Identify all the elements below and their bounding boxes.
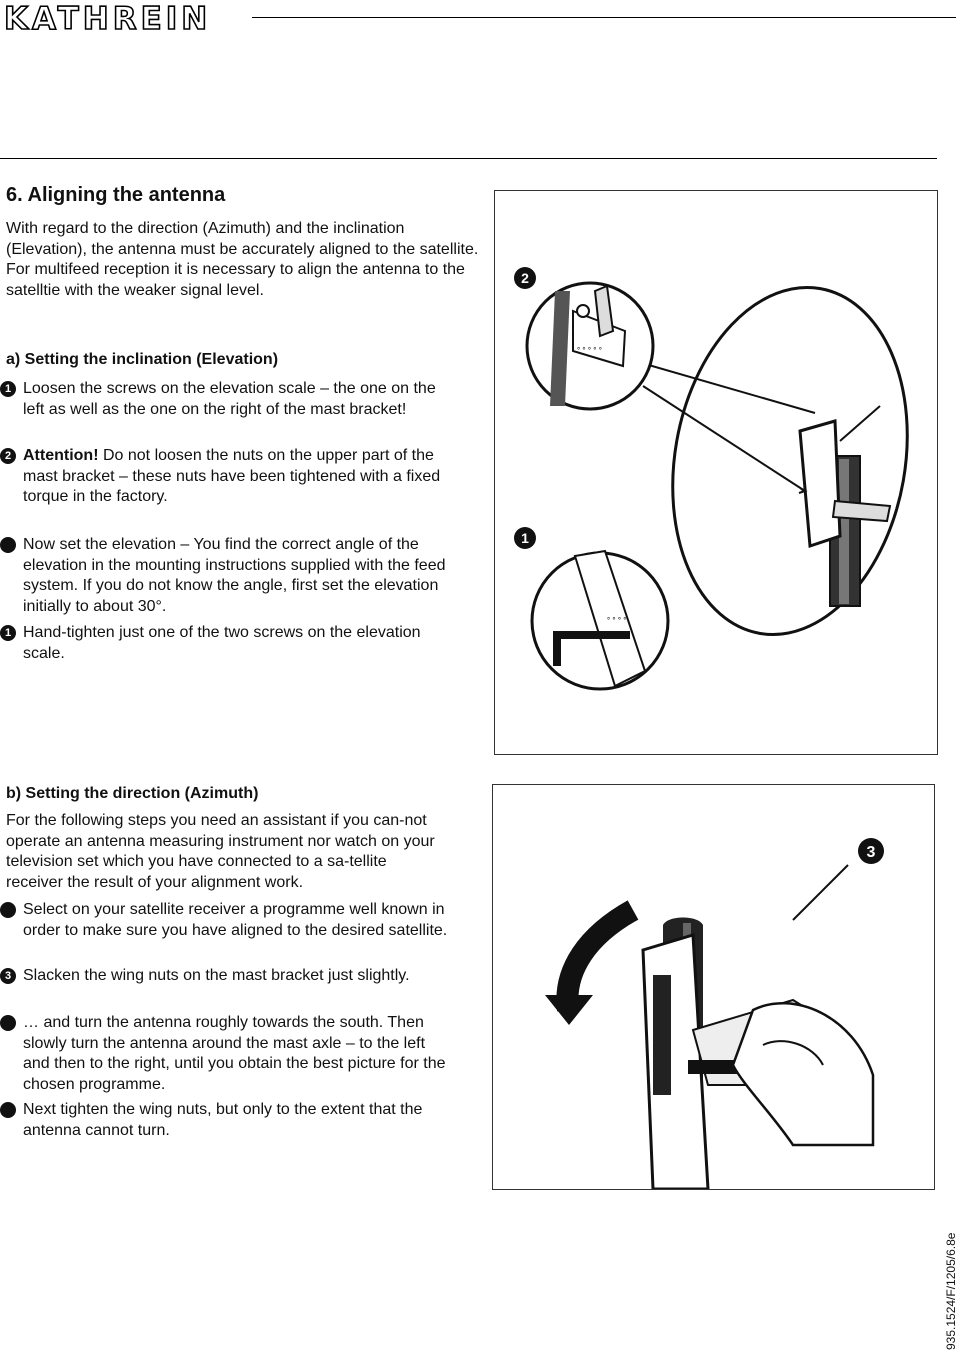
step-bullet [0,902,16,918]
azimuth-heading: b) Setting the direction (Azimuth) [6,785,259,802]
svg-text:° ° ° °: ° ° ° ° [607,616,627,625]
attention-label: Attention! [23,447,99,464]
azimuth-step-4 [0,1100,450,1141]
step-bullet [0,1015,16,1031]
elevation-illustration [495,191,937,754]
elevation-step-4 [0,623,450,664]
step-text: Now set the elevation – You find the correct angle of the elevation in the mounting instructions supplied with the feed system. If you do not know the angle, first set the elevation initially to about 30°. [23,536,446,615]
callout-2-label: 2 [521,270,529,286]
section-title: 6. Aligning the antenna [6,184,226,206]
step-marker: 3 [0,968,16,984]
step-text: … and turn the antenna roughly towards the south. Then slowly turn the antenna around the mast axle – to the left and then to the right, until you obtain the best picture for the chosen programme. [23,1014,446,1093]
svg-text:° ° ° ° °: ° ° ° ° ° [577,346,602,355]
step-text: Hand-tighten just one of the two screws on the elevation scale. [23,624,421,662]
section-intro: With regard to the direction (Azimuth) and the inclination (Elevation), the antenna must be accurately aligned to the satellite. For multifeed reception it is necessary to align the antenna to the satelltie with the weaker signal level. [6,220,479,299]
azimuth-figure [492,784,935,1190]
step-marker: 2 [0,448,16,464]
step-text: Slacken the wing nuts on the mast bracket just slightly. [23,967,410,984]
azimuth-step-1 [0,900,450,941]
azimuth-step-2 [0,966,450,987]
elevation-step-1 [0,379,450,420]
step-text: Next tighten the wing nuts, but only to the extent that the antenna cannot turn. [23,1101,423,1139]
step-text: Do not loosen the nuts on the upper part of the mast bracket – these nuts have been tightened with a fixed torque in the factory. [23,447,441,505]
section-rule [0,158,937,159]
step-marker: 1 [0,625,16,641]
elevation-heading: a) Setting the inclination (Elevation) [6,351,279,368]
elevation-step-3 [0,535,450,617]
step-bullet [0,1102,16,1118]
elevation-figure [494,190,938,755]
azimuth-step-3 [0,1013,450,1095]
step-marker: 1 [0,381,16,397]
document-code: 935.1524/F/1205/6.8e [944,1232,958,1350]
azimuth-intro: For the following steps you need an assistant if you can-not operate an antenna measuring instrument nor watch on your television set which you have connected to a sa-tellite receiver the result of your alignment work. [6,812,435,891]
step-text: Loosen the screws on the elevation scale – the one on the left as well as the one on the right of the mast bracket! [23,380,436,418]
callout-1-label: 1 [521,530,529,546]
step-text: Select on your satellite receiver a programme well known in order to make sure you have aligned to the desired satellite. [23,901,448,939]
elevation-step-2 [0,446,450,508]
callout-3-label: 3 [866,844,876,861]
header-line [252,17,956,18]
azimuth-illustration [493,785,934,1189]
kathrein-logo: KATHREIN [4,1,212,37]
step-bullet [0,537,16,553]
